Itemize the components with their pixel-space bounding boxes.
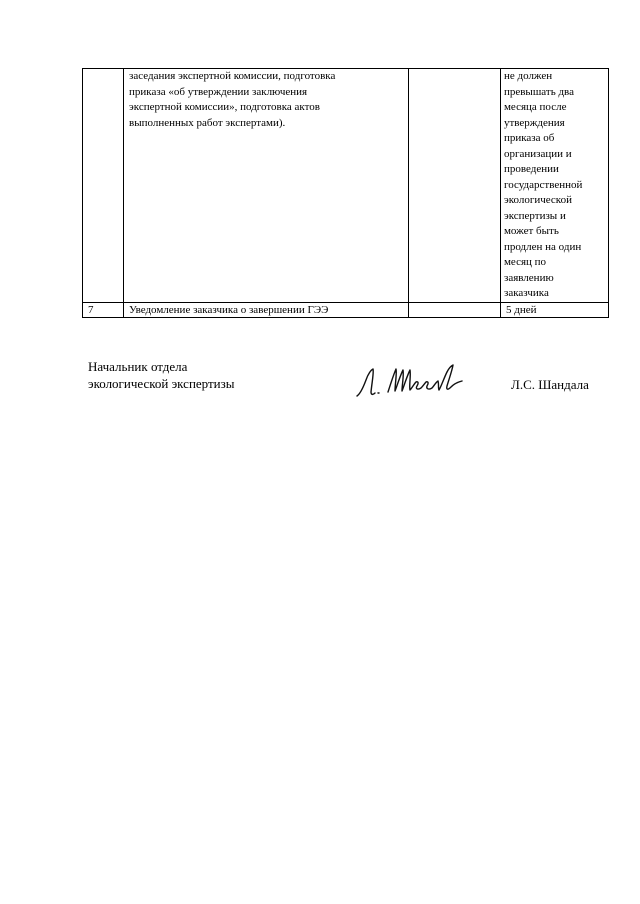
signatory-name: Л.С. Шандала bbox=[511, 377, 589, 392]
term-text-line: не должен bbox=[503, 70, 553, 82]
term-text-line: проведении bbox=[503, 163, 559, 175]
term-text-line: месяц по bbox=[503, 256, 547, 268]
term-text-line: может быть bbox=[503, 225, 559, 237]
signatory-title bbox=[88, 358, 235, 392]
executor-cell bbox=[409, 69, 501, 303]
term-cell: 5 дней bbox=[500, 302, 608, 317]
term-text-line: экспертизы и bbox=[503, 209, 566, 222]
stage-description-cell: Уведомление заказчика о завершении ГЭЭ bbox=[124, 302, 409, 317]
term-text-line: организации и bbox=[503, 147, 572, 160]
stage-text-line: заседания экспертной комиссии, подготовка bbox=[129, 70, 336, 82]
term-text-line: экологической bbox=[503, 194, 572, 206]
term-text-line: продлен на один bbox=[503, 240, 582, 253]
signatory-title-line: экологической экспертизы bbox=[88, 376, 235, 391]
term-text-line: заявлению bbox=[503, 271, 554, 284]
term-text-line: приказа об bbox=[503, 132, 555, 144]
stages-table bbox=[82, 68, 609, 318]
handwritten-signature bbox=[354, 360, 466, 402]
signatory-title-line: Начальник отдела bbox=[88, 359, 188, 374]
term-text-line: месяца после bbox=[503, 101, 567, 113]
executor-cell bbox=[409, 302, 501, 317]
table-row bbox=[83, 69, 609, 303]
term-text-line: утверждения bbox=[503, 116, 565, 129]
term-cell bbox=[500, 69, 608, 303]
term-text-line: заказчика bbox=[503, 287, 549, 299]
row-number-cell: 7 bbox=[83, 302, 124, 317]
row-number-cell bbox=[83, 69, 124, 303]
stage-description-cell bbox=[124, 69, 409, 303]
stage-text-line: экспертной комиссии», подготовка актов bbox=[129, 101, 320, 113]
term-text-line: государственной bbox=[503, 178, 583, 191]
term-text-line: превышать два bbox=[503, 85, 574, 98]
table-row bbox=[83, 302, 609, 317]
stage-text-line: выполненных работ экспертами). bbox=[129, 116, 286, 129]
stage-text-line: приказа «об утверждении заключения bbox=[129, 85, 308, 98]
